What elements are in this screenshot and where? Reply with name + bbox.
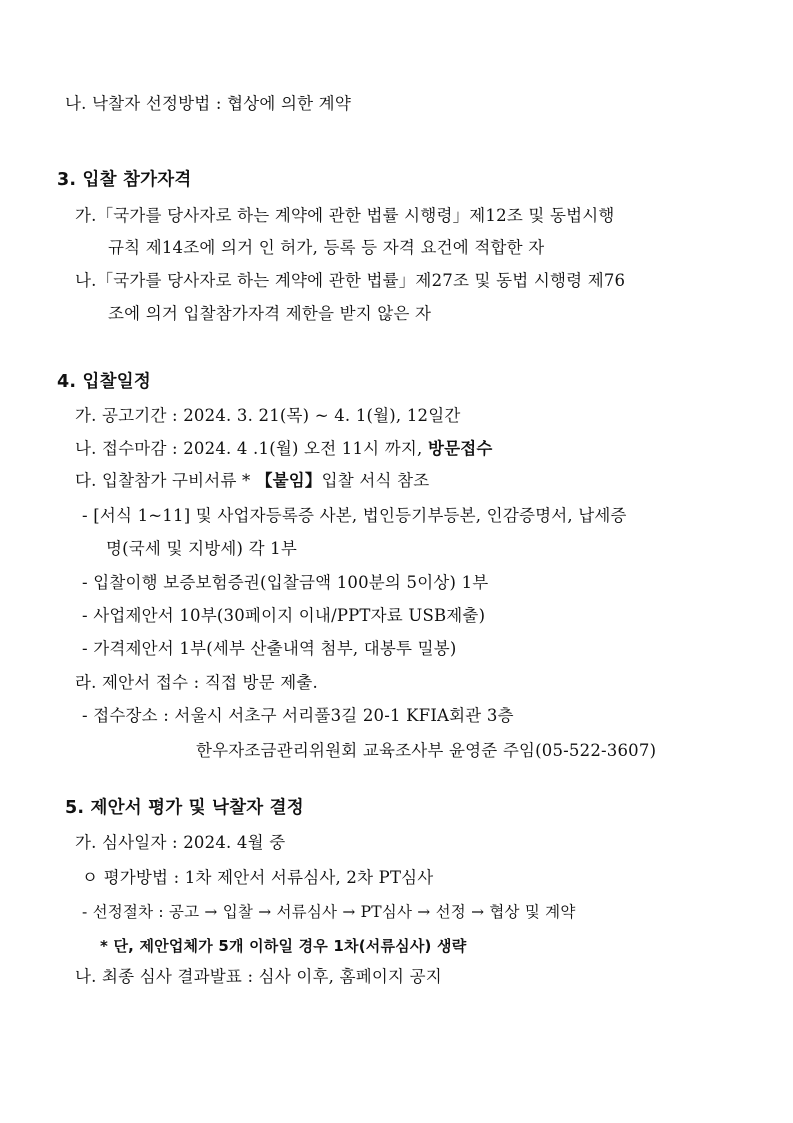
selection-method-line: 나. 낙찰자 선정방법 : 협상에 의한 계약	[65, 94, 351, 113]
deadline-text: 나. 접수마감 : 2024. 4 .1(월) 오전 11시 까지,	[75, 439, 428, 458]
notice-period-line: 가. 공고기간 : 2024. 3. 21(목) ~ 4. 1(월), 12일간	[75, 406, 461, 425]
deadline-line	[75, 438, 493, 460]
section-4-title: 4. 입찰일정	[57, 372, 151, 392]
submission-place-line2: 한우자조금관리위원회 교육조사부 윤영준 주임(05-522-3607)	[196, 741, 657, 760]
qualification-na-line1: 나.「국가를 당사자로 하는 계약에 관한 법률」제27조 및 동법 시행령 제76	[75, 271, 626, 290]
doc-item-2: - 입찰이행 보증보험증권(입찰금액 100분의 5이상) 1부	[82, 573, 489, 592]
final-announcement-line: 나. 최종 심사 결과발표 : 심사 이후, 홈페이지 공지	[75, 967, 442, 986]
submission-place-line1: - 접수장소 : 서울시 서초구 서리풀3길 20-1 KFIA회관 3층	[82, 706, 514, 725]
required-docs-ref: 입찰 서식 참조	[321, 471, 430, 490]
selection-procedure-line: - 선정절차 : 공고 → 입찰 → 서류심사 → PT심사 → 선정 → 협상 및 계약	[82, 903, 576, 921]
doc-item-1-line1: - [서식 1~11] 및 사업자등록증 사본, 법인등기부등본, 인감증명서, 납세증	[82, 506, 627, 525]
doc-item-3: - 사업제안서 10부(30페이지 이내/PPT자료 USB제출)	[82, 606, 486, 625]
section-5-title: 5. 제안서 평가 및 낙찰자 결정	[65, 798, 304, 818]
doc-item-4: - 가격제안서 1부(세부 산출내역 첨부, 대봉투 밀봉)	[82, 639, 457, 658]
qualification-ga-line2: 규칙 제14조에 의거 인 허가, 등록 등 자격 요건에 적합한 자	[108, 238, 545, 257]
attachment-label: 【붙임】	[255, 471, 322, 490]
qualification-na-line2: 조에 의거 입찰참가자격 제한을 받지 않은 자	[108, 304, 432, 323]
required-docs-text: 다. 입찰참가 구비서류 *	[75, 471, 256, 490]
qualification-ga-line1: 가.「국가를 당사자로 하는 계약에 관한 법률 시행령」제12조 및 동법시행	[75, 206, 615, 225]
visit-submission-label: 방문접수	[427, 439, 493, 458]
doc-item-1-line2: 명(국세 및 지방세) 각 1부	[106, 539, 298, 558]
evaluation-method-line: ㅇ 평가방법 : 1차 제안서 서류심사, 2차 PT심사	[82, 868, 434, 887]
section-3-title: 3. 입찰 참가자격	[57, 170, 192, 190]
required-docs-line	[75, 470, 429, 492]
review-date-line: 가. 심사일자 : 2024. 4월 중	[75, 833, 286, 852]
proposal-submission-line: 라. 제안서 접수 : 직접 방문 제출.	[75, 673, 318, 692]
exception-note: * 단, 제안업체가 5개 이하일 경우 1차(서류심사) 생략	[100, 937, 467, 955]
